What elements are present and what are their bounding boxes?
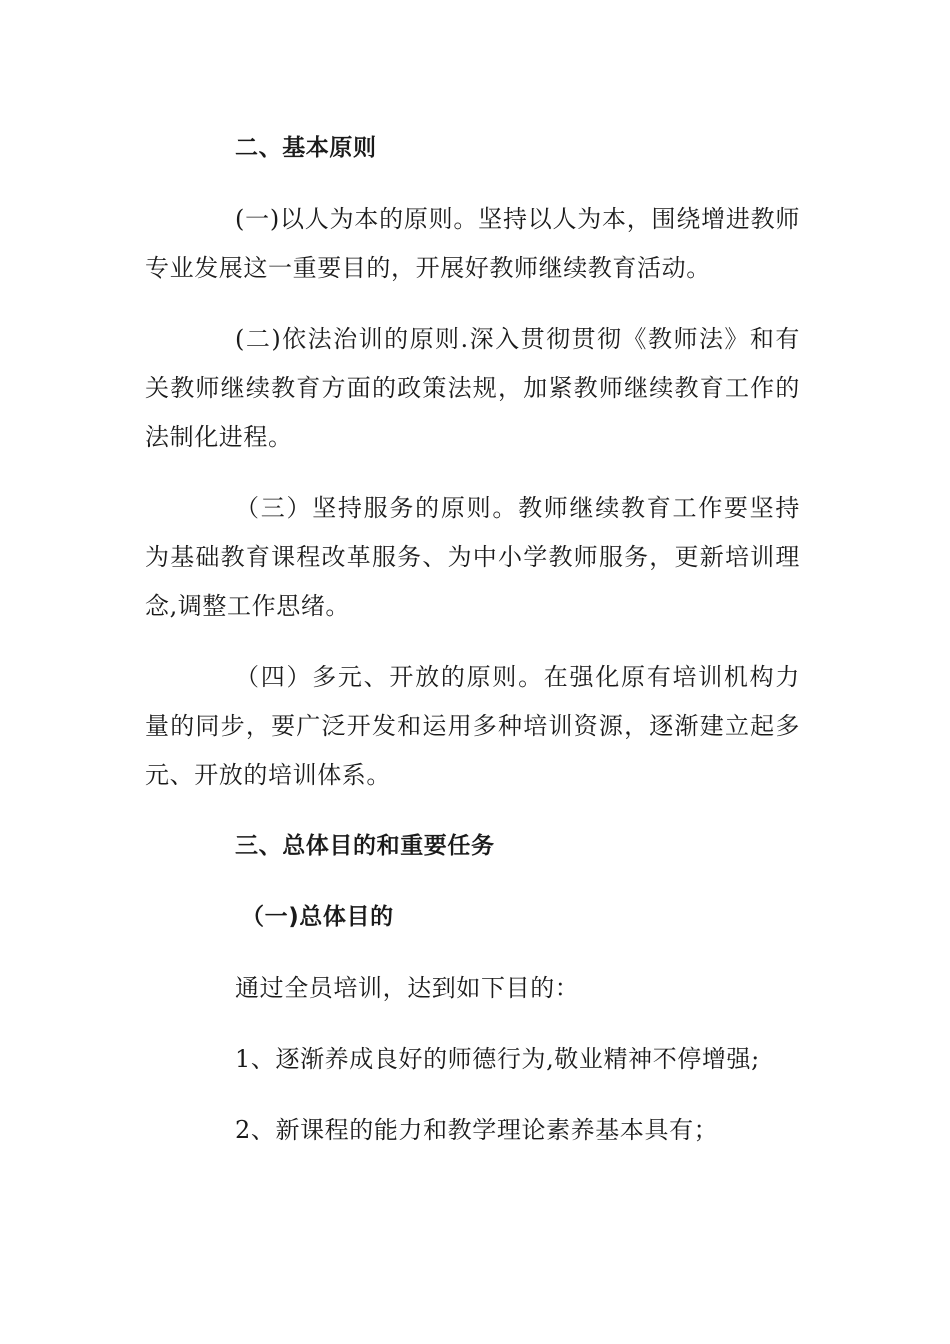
subsection-heading-overall-goal: （一)总体目的 — [241, 904, 394, 930]
paragraph-principle-4: （四）多元、开放的原则。在强化原有培训机构力量的同步，要广泛开发和运用多种培训资源，逐渐建立起多元、开放的培训体系。 — [145, 663, 800, 789]
paragraph-principle-2: (二)依法治训的原则.深入贯彻贯彻《教师法》和有关教师继续教育方面的政策法规，加紧教师继续教育工作的法制化进程。 — [145, 325, 800, 451]
list-item-goal-1: 1、逐渐养成良好的师德行为,敬业精神不停增强; — [235, 1045, 760, 1073]
document-body — [145, 124, 800, 1177]
list-item-goal-2: 2、新课程的能力和教学理论素养基本具有； — [235, 1116, 719, 1144]
paragraph-goal-intro: 通过全员培训，达到如下目的： — [235, 974, 580, 1002]
section-heading-basic-principles: 二、基本原则 — [235, 135, 377, 161]
paragraph-principle-3: （三）坚持服务的原则。教师继续教育工作要坚持为基础教育课程改革服务、为中小学教师服务，更新培训理念,调整工作思绪。 — [145, 494, 800, 620]
section-heading-goals-and-tasks: 三、总体目的和重要任务 — [235, 833, 495, 859]
paragraph-principle-1: (一)以人为本的原则。坚持以人为本，围绕增进教师专业发展这一重要目的，开展好教师继续教育活动。 — [145, 205, 800, 282]
